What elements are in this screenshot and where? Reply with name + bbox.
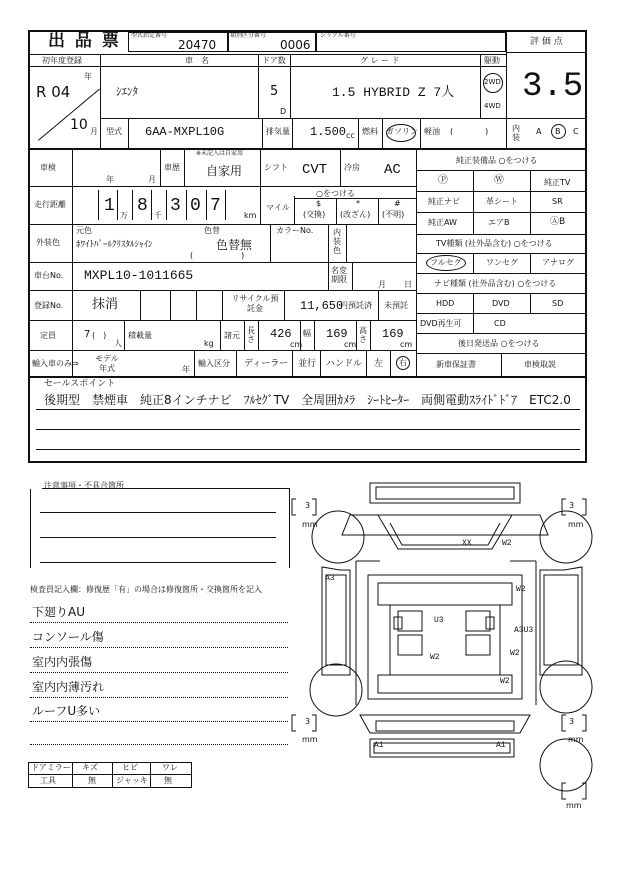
tire-fr-mm: mm: [568, 520, 584, 529]
inspection-year: 年: [106, 175, 114, 184]
tire-fl-mm: mm: [302, 520, 318, 529]
equip-r1-2: Ⓦ: [494, 175, 504, 186]
form-title: 出 品 票: [48, 31, 121, 51]
tire-rear-right: [540, 661, 592, 713]
capacity-label: 定員: [40, 331, 56, 340]
history-label: 車歴: [164, 163, 180, 172]
equip-r2-3: SR: [552, 197, 563, 206]
tv-3: アナログ: [542, 258, 574, 267]
history-note: ※未記入は自家用: [196, 150, 244, 157]
mileage-d5: 7: [210, 196, 221, 216]
reg-value: 抹消: [92, 297, 119, 312]
mark-xx: XX: [462, 539, 472, 548]
navi-1: HDD: [436, 299, 455, 308]
fuel-bracket: ( ): [450, 127, 489, 136]
drive-2wd: 2WD: [484, 78, 501, 86]
dvd-label: DVD再生可: [420, 319, 462, 328]
tire-rr-value: 3: [569, 717, 575, 726]
change-color: 色替無: [216, 238, 253, 252]
interior-b: B: [555, 127, 561, 136]
score-label: 評 価 点: [530, 37, 563, 47]
car-cabin: [368, 575, 522, 699]
inspector-note: 検査員記入欄：修復歴「有」の場合は修復箇所・交換箇所を記入: [30, 585, 262, 594]
capacity-person: 人: [114, 339, 122, 348]
mark-a1-left: A1: [374, 741, 384, 750]
wid: 169: [326, 327, 348, 341]
acc-r2-1: 工具: [40, 776, 56, 785]
sales-text: 後期型 禁煙車 純正8インチナビ ﾌﾙｾｸﾞTV 全周囲ｶﾒﾗ ｼｰﾄﾋｰﾀｰ 両側電動ｽﾗｲﾄﾞﾄﾞｱ ETC2.0: [44, 393, 571, 407]
tire-rr-mm: mm: [568, 735, 584, 744]
mileage-u1: 万: [120, 211, 128, 220]
car-front: [342, 515, 548, 535]
car-name: ｼｴﾝﾀ: [116, 85, 138, 98]
era: R 04: [36, 83, 71, 101]
serial-label: シリアル番号: [320, 32, 356, 39]
first-reg-label: 初年度登録: [42, 56, 82, 65]
grade-label: グ レ ー ド: [360, 56, 400, 65]
shift-label: シフト: [264, 163, 288, 172]
mark-w2-3: W2: [430, 653, 440, 662]
cd: CD: [494, 319, 506, 328]
doors: 5: [270, 84, 279, 99]
hgt-label: 高さ: [359, 326, 367, 344]
mileage-mark-note: ○をつける: [316, 189, 355, 198]
len-label: 長さ: [247, 326, 255, 344]
mileage-d4: 0: [190, 196, 201, 216]
tv-2: ワンセグ: [486, 258, 518, 267]
mark-a1-right: A1: [496, 741, 506, 750]
recycle-label: リサイクル預託金: [231, 294, 279, 313]
docs-1: 新車保証書: [436, 360, 476, 369]
inspection-month: 月: [148, 175, 156, 184]
color-label: 外装色: [36, 238, 60, 247]
mark-a3-left: A3: [325, 574, 335, 583]
mileage-opt2-sym: *: [356, 199, 360, 208]
interior-a: A: [536, 127, 542, 136]
cc: cc: [346, 131, 355, 140]
acc-r2-4: 無: [164, 776, 172, 785]
acc-r2-3: ジャッキ: [116, 776, 148, 785]
equip-r1-1: Ⓟ: [438, 175, 448, 186]
tire-front-right: [540, 511, 592, 563]
displacement-label: 排気量: [266, 127, 290, 136]
model-year-label: モデル年式: [95, 354, 119, 373]
doors-label: ドア数: [262, 56, 286, 65]
chassis-label: 車台No.: [34, 271, 64, 280]
acc-r1-1: ドアミラー: [31, 763, 71, 772]
mark-w2-5: W2: [500, 677, 510, 686]
roof-top-strip: [370, 483, 520, 503]
fuel-label: 燃料: [362, 127, 378, 136]
tire-rear-left: [310, 664, 362, 716]
change-color-label: 色替: [204, 226, 220, 235]
fuel: ガソリン: [386, 127, 418, 136]
drive-label: 駆動: [484, 56, 500, 65]
hgt: 169: [382, 327, 404, 341]
form-no-label: 型式指定番号: [131, 32, 168, 39]
category-no: 0006: [280, 38, 311, 52]
shift: CVT: [302, 162, 328, 178]
tire-rl-mm: mm: [302, 735, 318, 744]
acc-r1-4: ワレ: [162, 763, 178, 772]
mileage-d2: 8: [137, 196, 148, 216]
wid-label: 幅: [303, 329, 311, 338]
displacement: 1.500: [310, 125, 347, 139]
docs-title: 後日発送品 ○をつける: [458, 339, 540, 348]
car-right-side: [540, 567, 582, 675]
month-unit: 月: [90, 127, 98, 136]
orig-color: ﾎﾜｲﾄﾊﾟｰﾙｸﾘｽﾀﾙｼｬｲﾝ: [76, 240, 153, 250]
note-1: 下廻りAU: [32, 605, 85, 619]
tire-fr-value: 3: [569, 501, 575, 510]
parallel: 並行: [298, 359, 317, 369]
handle-left: 左: [374, 359, 384, 369]
mark-w2-4: W2: [510, 649, 520, 658]
mark-w2-2: W2: [516, 585, 526, 594]
model: 6AA-MXPL10G: [145, 125, 225, 139]
equip-r1-3: 純正TV: [544, 178, 571, 187]
tire-fl-value: 3: [305, 501, 311, 510]
tire-front-left: [312, 511, 364, 563]
chassis-no: MXPL10-1011665: [84, 268, 194, 283]
handle-right: 右: [399, 358, 407, 367]
cooler: AC: [384, 162, 401, 178]
import-label: 輸入車のみ⇒: [32, 359, 79, 368]
interior-label: 内装: [512, 124, 520, 142]
mileage-opt3-sym: #: [394, 199, 401, 208]
load-label: 積載量: [128, 331, 152, 340]
acc-r1-2: キズ: [82, 763, 98, 772]
equip-r3-1: 純正AW: [428, 218, 457, 227]
change-paren: ( ): [190, 251, 245, 260]
note-2: コンソール傷: [32, 630, 104, 644]
mileage-label: 走行距離: [34, 200, 66, 209]
rear-bumper: [374, 743, 510, 753]
recycle: 11,650: [300, 299, 344, 313]
mileage-d3: 3: [170, 196, 181, 216]
equip-r2-2: 革シート: [486, 197, 518, 206]
color-no-label: カラーNo.: [276, 226, 314, 235]
wid-cm: cm: [344, 340, 357, 349]
handle-label: ハンドル: [326, 359, 363, 369]
len: 426: [270, 327, 292, 341]
orig-color-label: 元色: [76, 226, 92, 235]
category-label: 類別区分番号: [230, 32, 267, 39]
notes-label: 注意事項・不具合箇所: [44, 481, 124, 490]
acc-r2-2: 無: [88, 776, 96, 785]
mileage-mile: マイル: [266, 203, 290, 212]
equip-r3-3: ⒶB: [550, 217, 566, 227]
import-cat-label: 輸入区分: [198, 359, 230, 368]
mark-a3u3: A3U3: [514, 626, 534, 635]
dim-label: 諸元: [224, 331, 240, 340]
navi-3: SD: [552, 299, 564, 308]
note-5: ルーフU多い: [32, 704, 101, 718]
notes-frame: [30, 488, 290, 568]
history: 自家用: [206, 164, 243, 178]
mileage-u2: 千: [154, 211, 162, 220]
car-rear: [360, 715, 530, 733]
note-4: 室内内薄汚れ: [32, 680, 105, 694]
score: 3.5: [522, 68, 584, 106]
inspection-label: 車検: [40, 163, 56, 172]
tv-title: TV種類 (社外品含む) ○をつける: [436, 239, 553, 248]
form-no: 20470: [178, 38, 217, 52]
interior-color-label: 内装色: [333, 228, 341, 255]
year-unit: 年: [84, 72, 92, 81]
equip-r3-2: エアB: [488, 218, 510, 227]
mileage-opt1: (交換): [303, 210, 326, 219]
cooler-label: 冷房: [344, 163, 360, 172]
unpaid: 未預託: [384, 301, 408, 310]
model-year: 年: [182, 365, 190, 374]
mileage-d1: 1: [104, 196, 115, 216]
grade: 1.5 HYBRID Z 7人: [332, 85, 455, 100]
acc-r1-3: ヒビ: [122, 763, 138, 772]
rename-day: 日: [404, 280, 412, 289]
recycle-unit: 円預託済: [340, 301, 372, 310]
capacity: 7: [84, 329, 91, 340]
rename-label: 名変期限: [331, 266, 347, 284]
navi-title: ナビ種類 (社外品含む) ○をつける: [434, 279, 557, 288]
mileage-opt1-sym: $: [316, 199, 322, 208]
mark-u3: U3: [434, 616, 444, 625]
month: 10: [70, 117, 88, 133]
mileage-opt2: (改ざん): [340, 210, 371, 219]
light-oil: 軽油: [424, 127, 440, 136]
sales-label: セールスポイント: [44, 379, 116, 389]
name-label: 車 名: [185, 56, 209, 65]
note-3: 室内内張傷: [32, 655, 93, 669]
equip-r2-1: 純正ナビ: [428, 197, 460, 206]
mileage-km: km: [244, 211, 257, 220]
hgt-cm: cm: [400, 340, 413, 349]
interior-c: C: [573, 127, 579, 136]
tire-spare-mm: mm: [566, 801, 582, 810]
door-type: D: [280, 107, 287, 116]
drive-4wd: 4WD: [484, 102, 501, 110]
tire-rl-value: 3: [305, 717, 311, 726]
std-equip-title: 純正装備品 ○をつける: [456, 156, 538, 165]
reg-label: 登録No.: [34, 301, 64, 310]
capacity-paren: ( ): [92, 331, 107, 340]
navi-2: DVD: [492, 299, 510, 308]
docs-2: 車検取説: [524, 360, 556, 369]
dealer: ディーラー: [244, 359, 289, 369]
mileage-opt3: (不明): [382, 210, 405, 219]
tv-1: フルセグ: [430, 258, 462, 267]
model-label: 型式: [106, 127, 122, 136]
len-cm: cm: [290, 340, 303, 349]
load-kg: kg: [204, 339, 214, 348]
rename-month: 月: [378, 280, 386, 289]
mark-w2-1: W2: [502, 539, 512, 548]
